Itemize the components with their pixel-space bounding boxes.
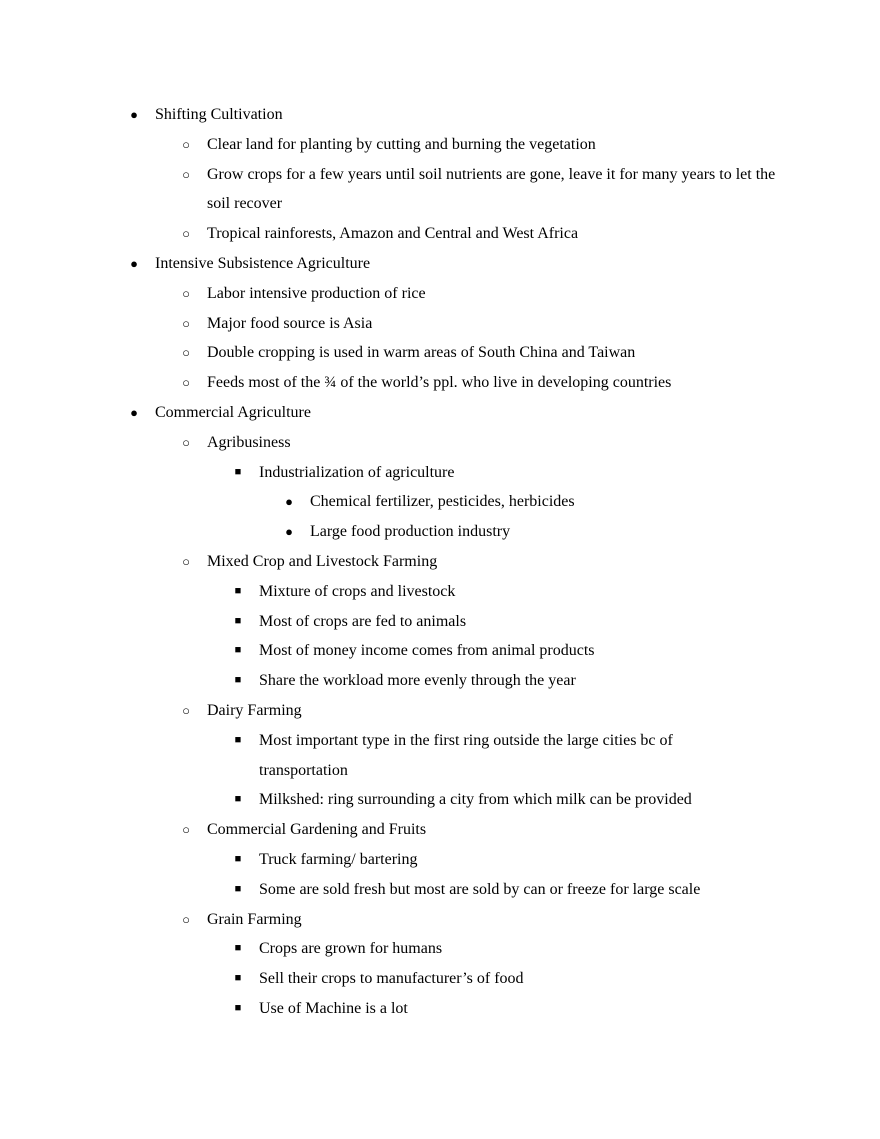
outline-item-level-2 [0,547,880,577]
circle-bullet-icon: ○ [182,136,190,152]
circle-bullet-icon: ○ [182,822,190,838]
outline-item-text: Dairy Farming [207,701,302,719]
outline-item-level-2 [0,219,880,249]
outline-item-level-2 [0,160,880,220]
outline-item-text: Chemical fertilizer, pesticides, herbicides [310,493,575,511]
circle-bullet-icon: ○ [182,285,190,301]
square-bullet-icon: ■ [234,733,242,746]
square-bullet-icon: ■ [234,644,242,657]
outline-item-level-3 [0,726,880,786]
outline-item-level-3 [0,636,880,666]
outline-item-level-2 [0,905,880,935]
outline-item-level-2 [0,338,880,368]
circle-bullet-icon: ○ [182,375,190,391]
outline-item-text: Milkshed: ring surrounding a city from which milk can be provided [259,791,692,809]
outline-item-text: Industrialization of agriculture [259,463,455,481]
outline-item-text: Double cropping is used in warm areas of South China and Taiwan [207,344,636,362]
circle-bullet-icon: ○ [182,553,190,569]
outline-item-text: Commercial Gardening and Fruits [207,821,427,839]
disc-bullet-icon: ● [130,107,138,122]
outline-item-level-1 [0,398,880,428]
square-bullet-icon: ■ [234,465,242,478]
outline-item-text: Labor intensive production of rice [207,284,426,302]
disc-bullet-icon: ● [285,524,293,540]
circle-bullet-icon: ○ [182,226,190,242]
outline-item-level-1 [0,249,880,279]
disc-bullet-icon: ● [285,494,293,510]
outline-item-text: Truck farming/ bartering [259,850,418,868]
square-bullet-icon: ■ [234,584,242,597]
circle-bullet-icon: ○ [182,345,190,361]
outline-item-text: Crops are grown for humans [259,940,443,958]
square-bullet-icon: ■ [234,674,242,687]
outline-item-level-3 [0,964,880,994]
outline-item-text: Clear land for planting by cutting and burning the vegetation [207,135,596,153]
outline-item-level-3 [0,785,880,815]
outline-item-text: Most of crops are fed to animals [259,612,467,630]
circle-bullet-icon: ○ [182,166,190,182]
outline-item-text: Large food production industry [310,523,511,541]
outline-item-text: Tropical rainforests, Amazon and Central and West Africa [207,225,579,243]
outline-item-level-4 [0,517,880,547]
outline-item-level-2 [0,428,880,458]
outline-item-level-2 [0,696,880,726]
outline-item-level-3 [0,666,880,696]
outline-item-text: Most important type in the first ring outside the large cities bc of transportation [259,731,673,779]
outline-item-level-2 [0,309,880,339]
circle-bullet-icon: ○ [182,702,190,718]
outline-item-text: Commercial Agriculture [155,403,311,421]
outline-item-level-3 [0,994,880,1024]
outline-item-level-3 [0,845,880,875]
outline-item-text: Grow crops for a few years until soil nutrients are gone, leave it for many years to let the soil recover [207,165,776,213]
outline-item-level-3 [0,458,880,488]
outline-item-text: Some are sold fresh but most are sold by can or freeze for large scale [259,880,701,898]
outline-item-level-2 [0,368,880,398]
outline-item-level-3 [0,875,880,905]
outline-item-text: Intensive Subsistence Agriculture [155,254,371,272]
outline-item-text: Mixed Crop and Livestock Farming [207,552,438,570]
outline-item-text: Feeds most of the ¾ of the world’s ppl. who live in developing countries [207,374,672,392]
outline-item-level-2 [0,130,880,160]
square-bullet-icon: ■ [234,1001,242,1014]
square-bullet-icon: ■ [234,614,242,627]
outline-item-text: Sell their crops to manufacturer’s of food [259,970,524,988]
square-bullet-icon: ■ [234,942,242,955]
circle-bullet-icon: ○ [182,315,190,331]
outline-item-text: Agribusiness [207,433,291,451]
outline-item-level-3 [0,607,880,637]
square-bullet-icon: ■ [234,882,242,895]
disc-bullet-icon: ● [130,404,138,420]
outline-item-level-2 [0,815,880,845]
outline-item-level-3 [0,934,880,964]
outline-item-text: Use of Machine is a lot [259,999,408,1017]
square-bullet-icon: ■ [234,972,242,985]
circle-bullet-icon: ○ [182,434,190,450]
square-bullet-icon: ■ [234,852,242,865]
outline-item-text: Grain Farming [207,910,302,928]
disc-bullet-icon: ● [130,255,138,271]
outline-item-text: Shifting Cultivation [155,106,283,123]
outline-item-level-3 [0,577,880,607]
outline-item-text: Major food source is Asia [207,314,373,332]
outline-item-level-4 [0,487,880,517]
outline-item-text: Share the workload more evenly through the year [259,672,576,690]
circle-bullet-icon: ○ [182,911,190,927]
square-bullet-icon: ■ [234,793,242,806]
notes-outline [0,100,880,1024]
outline-item-text: Most of money income comes from animal products [259,642,595,660]
outline-item-level-1 [0,100,880,130]
outline-item-level-2 [0,279,880,309]
outline-item-text: Mixture of crops and livestock [259,582,456,600]
